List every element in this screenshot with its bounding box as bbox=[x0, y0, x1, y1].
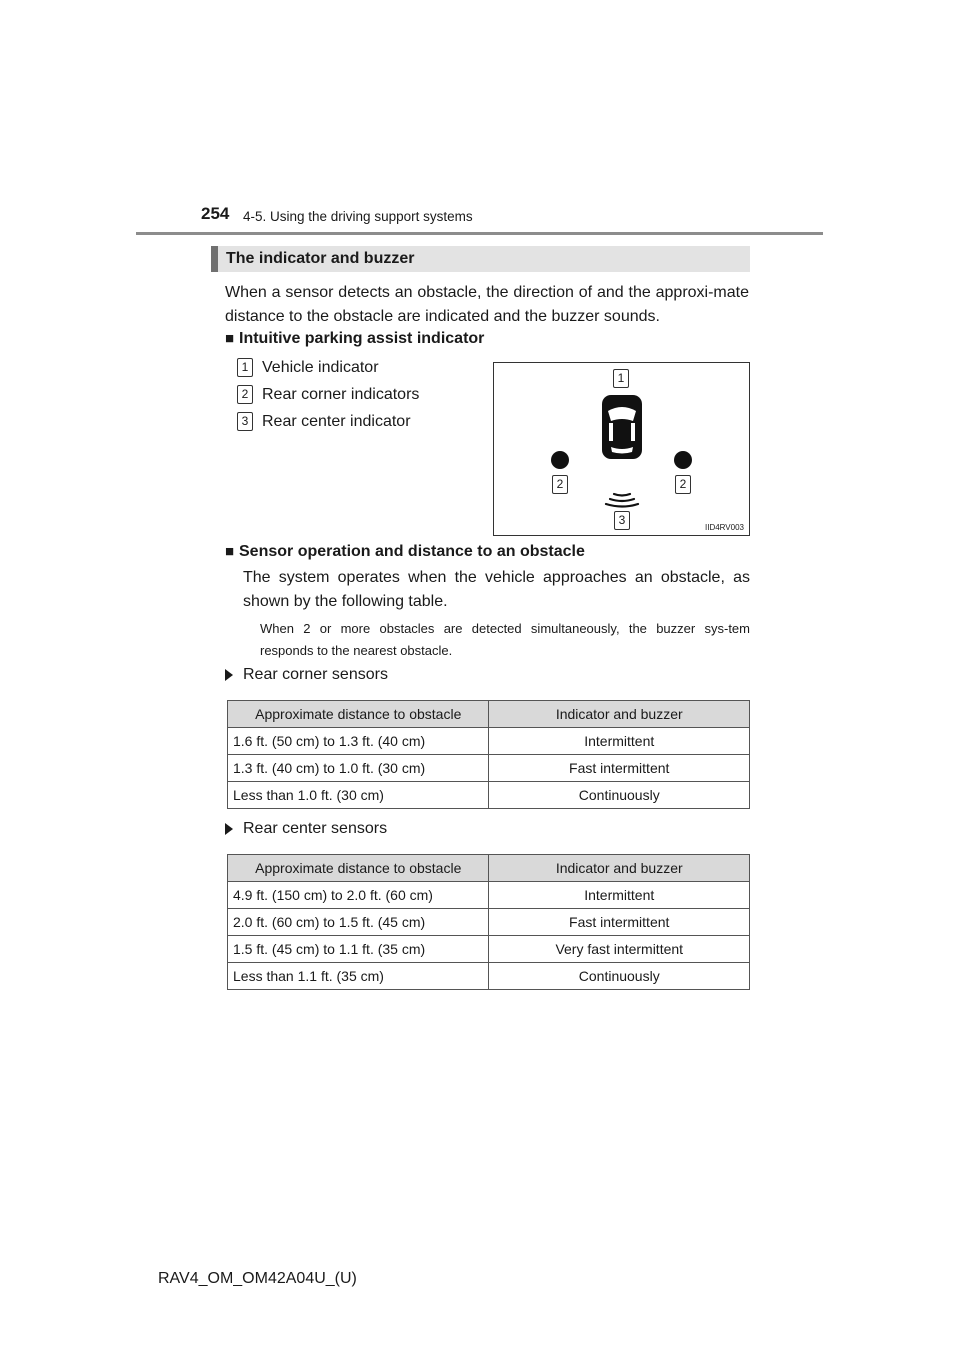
indicator-subheading-text: Intuitive parking assist indicator bbox=[239, 330, 485, 347]
legend-item bbox=[237, 385, 419, 404]
table-row bbox=[228, 728, 750, 755]
figure-callout-3: 3 bbox=[614, 511, 630, 530]
legend-label: Vehicle indicator bbox=[262, 358, 379, 376]
vehicle-indicator-icon bbox=[602, 395, 642, 459]
rear-center-title-text: Rear center sensors bbox=[243, 820, 388, 837]
rear-corner-indicator-left-icon bbox=[551, 451, 569, 469]
heading-bar bbox=[211, 246, 750, 272]
legend-item bbox=[237, 412, 411, 431]
table-cell: Intermittent bbox=[489, 728, 750, 755]
table-cell: Fast intermittent bbox=[489, 909, 750, 936]
indicator-subheading bbox=[225, 330, 484, 348]
table-cell: Very fast intermittent bbox=[489, 936, 750, 963]
table-header: Indicator and buzzer bbox=[489, 855, 750, 882]
table-cell: 4.9 ft. (150 cm) to 2.0 ft. (60 cm) bbox=[228, 882, 489, 909]
figure-callout-2-right: 2 bbox=[675, 475, 691, 494]
figure-callout-2-left: 2 bbox=[552, 475, 568, 494]
sensor-note: When 2 or more obstacles are detected simultaneously, the buzzer sys-tem responds to the nearest obstacle. bbox=[260, 621, 750, 658]
square-bullet-icon: ■ bbox=[225, 330, 235, 347]
legend-label: Rear center indicator bbox=[262, 412, 411, 430]
rear-center-title bbox=[225, 820, 387, 838]
page-number: 254 bbox=[201, 204, 230, 223]
legend-number: 2 bbox=[237, 385, 253, 404]
table-cell: 1.3 ft. (40 cm) to 1.0 ft. (30 cm) bbox=[228, 755, 489, 782]
rear-center-indicator-icon bbox=[606, 494, 638, 507]
legend-label: Rear corner indicators bbox=[262, 385, 420, 403]
rear-corner-title bbox=[225, 666, 388, 684]
table-cell: Continuously bbox=[489, 782, 750, 809]
table-row bbox=[228, 755, 750, 782]
table-header-row bbox=[228, 701, 750, 728]
rear-corner-table bbox=[227, 700, 750, 809]
table-cell: Fast intermittent bbox=[489, 755, 750, 782]
table-row bbox=[228, 936, 750, 963]
footer-code: RAV4_OM_OM42A04U_(U) bbox=[158, 1270, 357, 1287]
table-cell: 1.6 ft. (50 cm) to 1.3 ft. (40 cm) bbox=[228, 728, 489, 755]
table-cell: Continuously bbox=[489, 963, 750, 990]
sensor-body: The system operates when the vehicle approaches an obstacle, as shown by the following table. bbox=[243, 569, 750, 610]
table-cell: 2.0 ft. (60 cm) to 1.5 ft. (45 cm) bbox=[228, 909, 489, 936]
table-header: Approximate distance to obstacle bbox=[228, 855, 489, 882]
legend-number: 1 bbox=[237, 358, 253, 377]
rear-center-table bbox=[227, 854, 750, 990]
section-title: 4-5. Using the driving support systems bbox=[243, 209, 473, 224]
table-cell: Intermittent bbox=[489, 882, 750, 909]
table-cell: 1.5 ft. (45 cm) to 1.1 ft. (35 cm) bbox=[228, 936, 489, 963]
sensor-subheading-text: Sensor operation and distance to an obstacle bbox=[239, 543, 585, 560]
figure-code: IID4RV003 bbox=[705, 523, 744, 532]
square-bullet-icon: ■ bbox=[225, 543, 235, 560]
table-row bbox=[228, 963, 750, 990]
table-header-row bbox=[228, 855, 750, 882]
arrow-bullet-icon bbox=[225, 669, 233, 681]
table-row bbox=[228, 782, 750, 809]
intro-paragraph: When a sensor detects an obstacle, the direction of and the approxi-mate distance to the obstacle are indicated and the buzzer sounds. bbox=[225, 284, 749, 325]
table-header: Indicator and buzzer bbox=[489, 701, 750, 728]
heading-title: The indicator and buzzer bbox=[226, 250, 415, 267]
legend-item bbox=[237, 358, 379, 377]
rear-corner-indicator-right-icon bbox=[674, 451, 692, 469]
table-header: Approximate distance to obstacle bbox=[228, 701, 489, 728]
legend-number: 3 bbox=[237, 412, 253, 431]
indicator-figure bbox=[493, 362, 750, 536]
table-cell: Less than 1.0 ft. (30 cm) bbox=[228, 782, 489, 809]
figure-callout-1: 1 bbox=[613, 369, 629, 388]
rear-corner-title-text: Rear corner sensors bbox=[243, 666, 388, 683]
sensor-subheading bbox=[225, 543, 585, 561]
table-cell: Less than 1.1 ft. (35 cm) bbox=[228, 963, 489, 990]
indicator-diagram bbox=[494, 363, 749, 535]
header-rule bbox=[136, 232, 823, 235]
arrow-bullet-icon bbox=[225, 823, 233, 835]
table-row bbox=[228, 909, 750, 936]
table-row bbox=[228, 882, 750, 909]
